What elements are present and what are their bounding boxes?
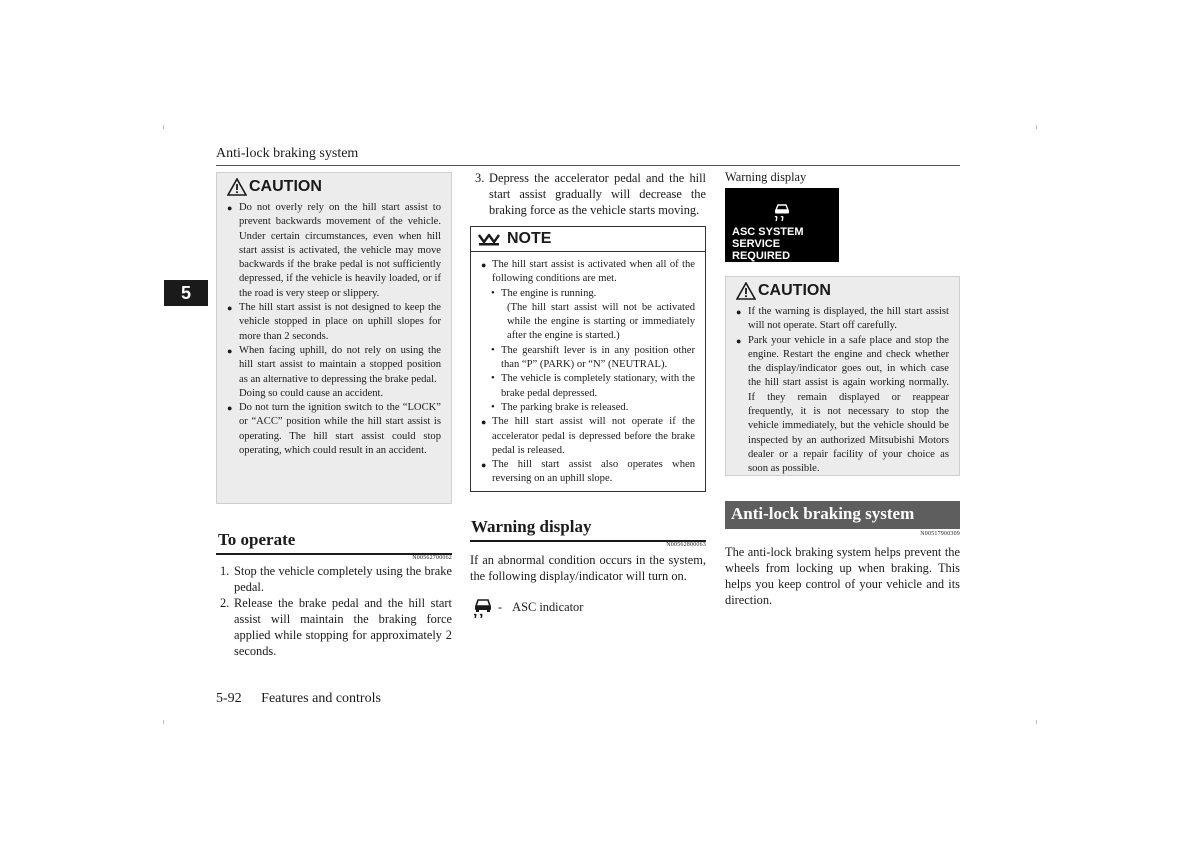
to-operate-steps: [216, 563, 452, 659]
step-text: Depress the accelerator pedal and the hill start assist gradually will decrease the braking force as the vehicle starts moving.: [489, 171, 706, 217]
note-title: [471, 227, 705, 252]
note-list: [481, 415, 695, 486]
note-box: [470, 226, 706, 492]
step-item: [216, 595, 452, 659]
step-number: 1.: [220, 564, 230, 578]
step-item: [216, 563, 452, 595]
note-item: ● The hill start assist also operates when reversing on an uphill slope.: [481, 458, 695, 487]
note-list: [481, 258, 695, 287]
step-number: 2.: [220, 596, 230, 610]
crop-mark: [1036, 720, 1037, 724]
asc-warning-display-panel: [725, 188, 839, 262]
warning-display-body: If an abnormal condition occurs in the system, the following display/indicator will turn on.: [470, 553, 706, 583]
warning-panel-label: Warning display: [725, 170, 807, 184]
crop-mark: [163, 720, 164, 724]
caution-item: ● Do not turn the ignition switch to the “LOCK” or “ACC” position while the hill start assist is operating. The hill start assist could stop operating, which could result in an accident.: [227, 401, 441, 458]
warning-display-section: [470, 517, 706, 620]
caution-item: ● The hill start assist is not designed to keep the vehicle stopped in place on uphill slopes for more than 2 seconds.: [227, 301, 441, 344]
chapter-tab: 5: [164, 280, 208, 306]
step-text: Stop the vehicle completely using the brake pedal.: [234, 564, 452, 594]
indicator-dash: -: [498, 599, 503, 614]
caution-list: [227, 201, 441, 458]
step-item: [471, 170, 706, 218]
crop-mark: [1036, 125, 1037, 129]
note-condition: • The gearshift lever is in any position other than “P” (PARK) or “N” (NEUTRAL).: [491, 344, 695, 371]
note-hand-icon: [477, 231, 501, 247]
note-condition: • The engine is running.: [491, 287, 597, 299]
caution-list: [736, 305, 949, 477]
step-text: Release the brake pedal and the hill start assist will maintain the braking force applied while stopping for approximately 2 seconds.: [234, 596, 452, 658]
caution-item: ● Do not overly rely on the hill start assist to prevent backwards movement of the vehicle. Under certain circumstances, even when hill start assist is activated, the vehicle may move backwards if the brake pedal is not sufficiently depressed, if the vehicle is heavily loaded, or if the road is very steep or slippery.: [227, 201, 441, 301]
note-item-text: The hill start assist is activated when all of the following conditions are met.: [492, 259, 695, 285]
section-code: N00562700062: [412, 555, 452, 561]
note-condition-extra: (The hill start assist will not be activated while the engine is starting or immediately after the engine is started.): [507, 301, 695, 342]
footer-section: Features and controls: [261, 691, 381, 706]
caution-title-text: CAUTION: [249, 177, 322, 195]
page-footer: [216, 691, 381, 707]
to-operate-section: [216, 530, 452, 659]
panel-line-2: SERVICE REQUIRED: [732, 238, 791, 262]
to-operate-heading: To operate: [218, 530, 296, 549]
header-rule: [216, 165, 960, 166]
caution-box-left: [216, 172, 452, 504]
asc-indicator-row: [470, 594, 706, 620]
page-header-title: Anti-lock braking system: [216, 146, 359, 161]
note-item: [481, 258, 695, 287]
section-code: N00562800063: [666, 542, 706, 548]
step-3-block: [471, 170, 706, 218]
note-title-text: NOTE: [507, 229, 552, 247]
warning-display-heading: Warning display: [471, 517, 592, 536]
caution-item: ● Park your vehicle in a safe place and stop the engine. Restart the engine and check whether the display/indicator goes out, in which case the hill start assist is again working normally. If they remain displayed or reappear frequently, it is not necessary to stop the vehicle immediately, but the vehicle should be inspected by an authorized Mitsubishi Motors dealer or a repair facility of your choice as soon as possible.: [736, 334, 949, 477]
caution-item-extra: Doing so could cause an accident.: [239, 387, 384, 399]
note-condition: • The vehicle is completely stationary, with the brake pedal depressed.: [491, 373, 695, 399]
abs-section-heading: Anti-lock braking system: [725, 501, 960, 529]
asc-skid-icon: [470, 594, 496, 620]
asc-skid-icon: [772, 201, 792, 223]
caution-item: [227, 344, 441, 401]
caution-box-right: [725, 276, 960, 476]
caution-title-text: CAUTION: [758, 281, 831, 299]
warning-triangle-icon: [227, 178, 247, 196]
warning-triangle-icon: [736, 282, 756, 300]
caution-item: ● If the warning is displayed, the hill start assist will not operate. Start off carefully.: [736, 305, 949, 334]
note-condition: • The parking brake is released.: [491, 401, 629, 413]
panel-line-1: ASC SYSTEM: [732, 226, 804, 238]
page-number: 5-92: [216, 691, 242, 706]
section-code: N00517900309: [920, 531, 960, 537]
caution-title: [227, 177, 441, 197]
caution-title: [736, 281, 949, 301]
note-item: ● The hill start assist will not operate if the accelerator pedal is depressed before the brake pedal is released.: [481, 415, 695, 458]
abs-section-body: The anti-lock braking system helps prevent the wheels from locking up when braking. This helps you keep control of your vehicle and its direction.: [725, 545, 960, 607]
asc-indicator-label: ASC indicator: [512, 599, 584, 614]
crop-mark: [163, 125, 164, 129]
step-number: 3.: [475, 171, 485, 185]
caution-item-text: When facing uphill, do not rely on using the hill start assist to maintain a stopped position as an alternative to depressing the brake pedal.: [239, 344, 441, 385]
